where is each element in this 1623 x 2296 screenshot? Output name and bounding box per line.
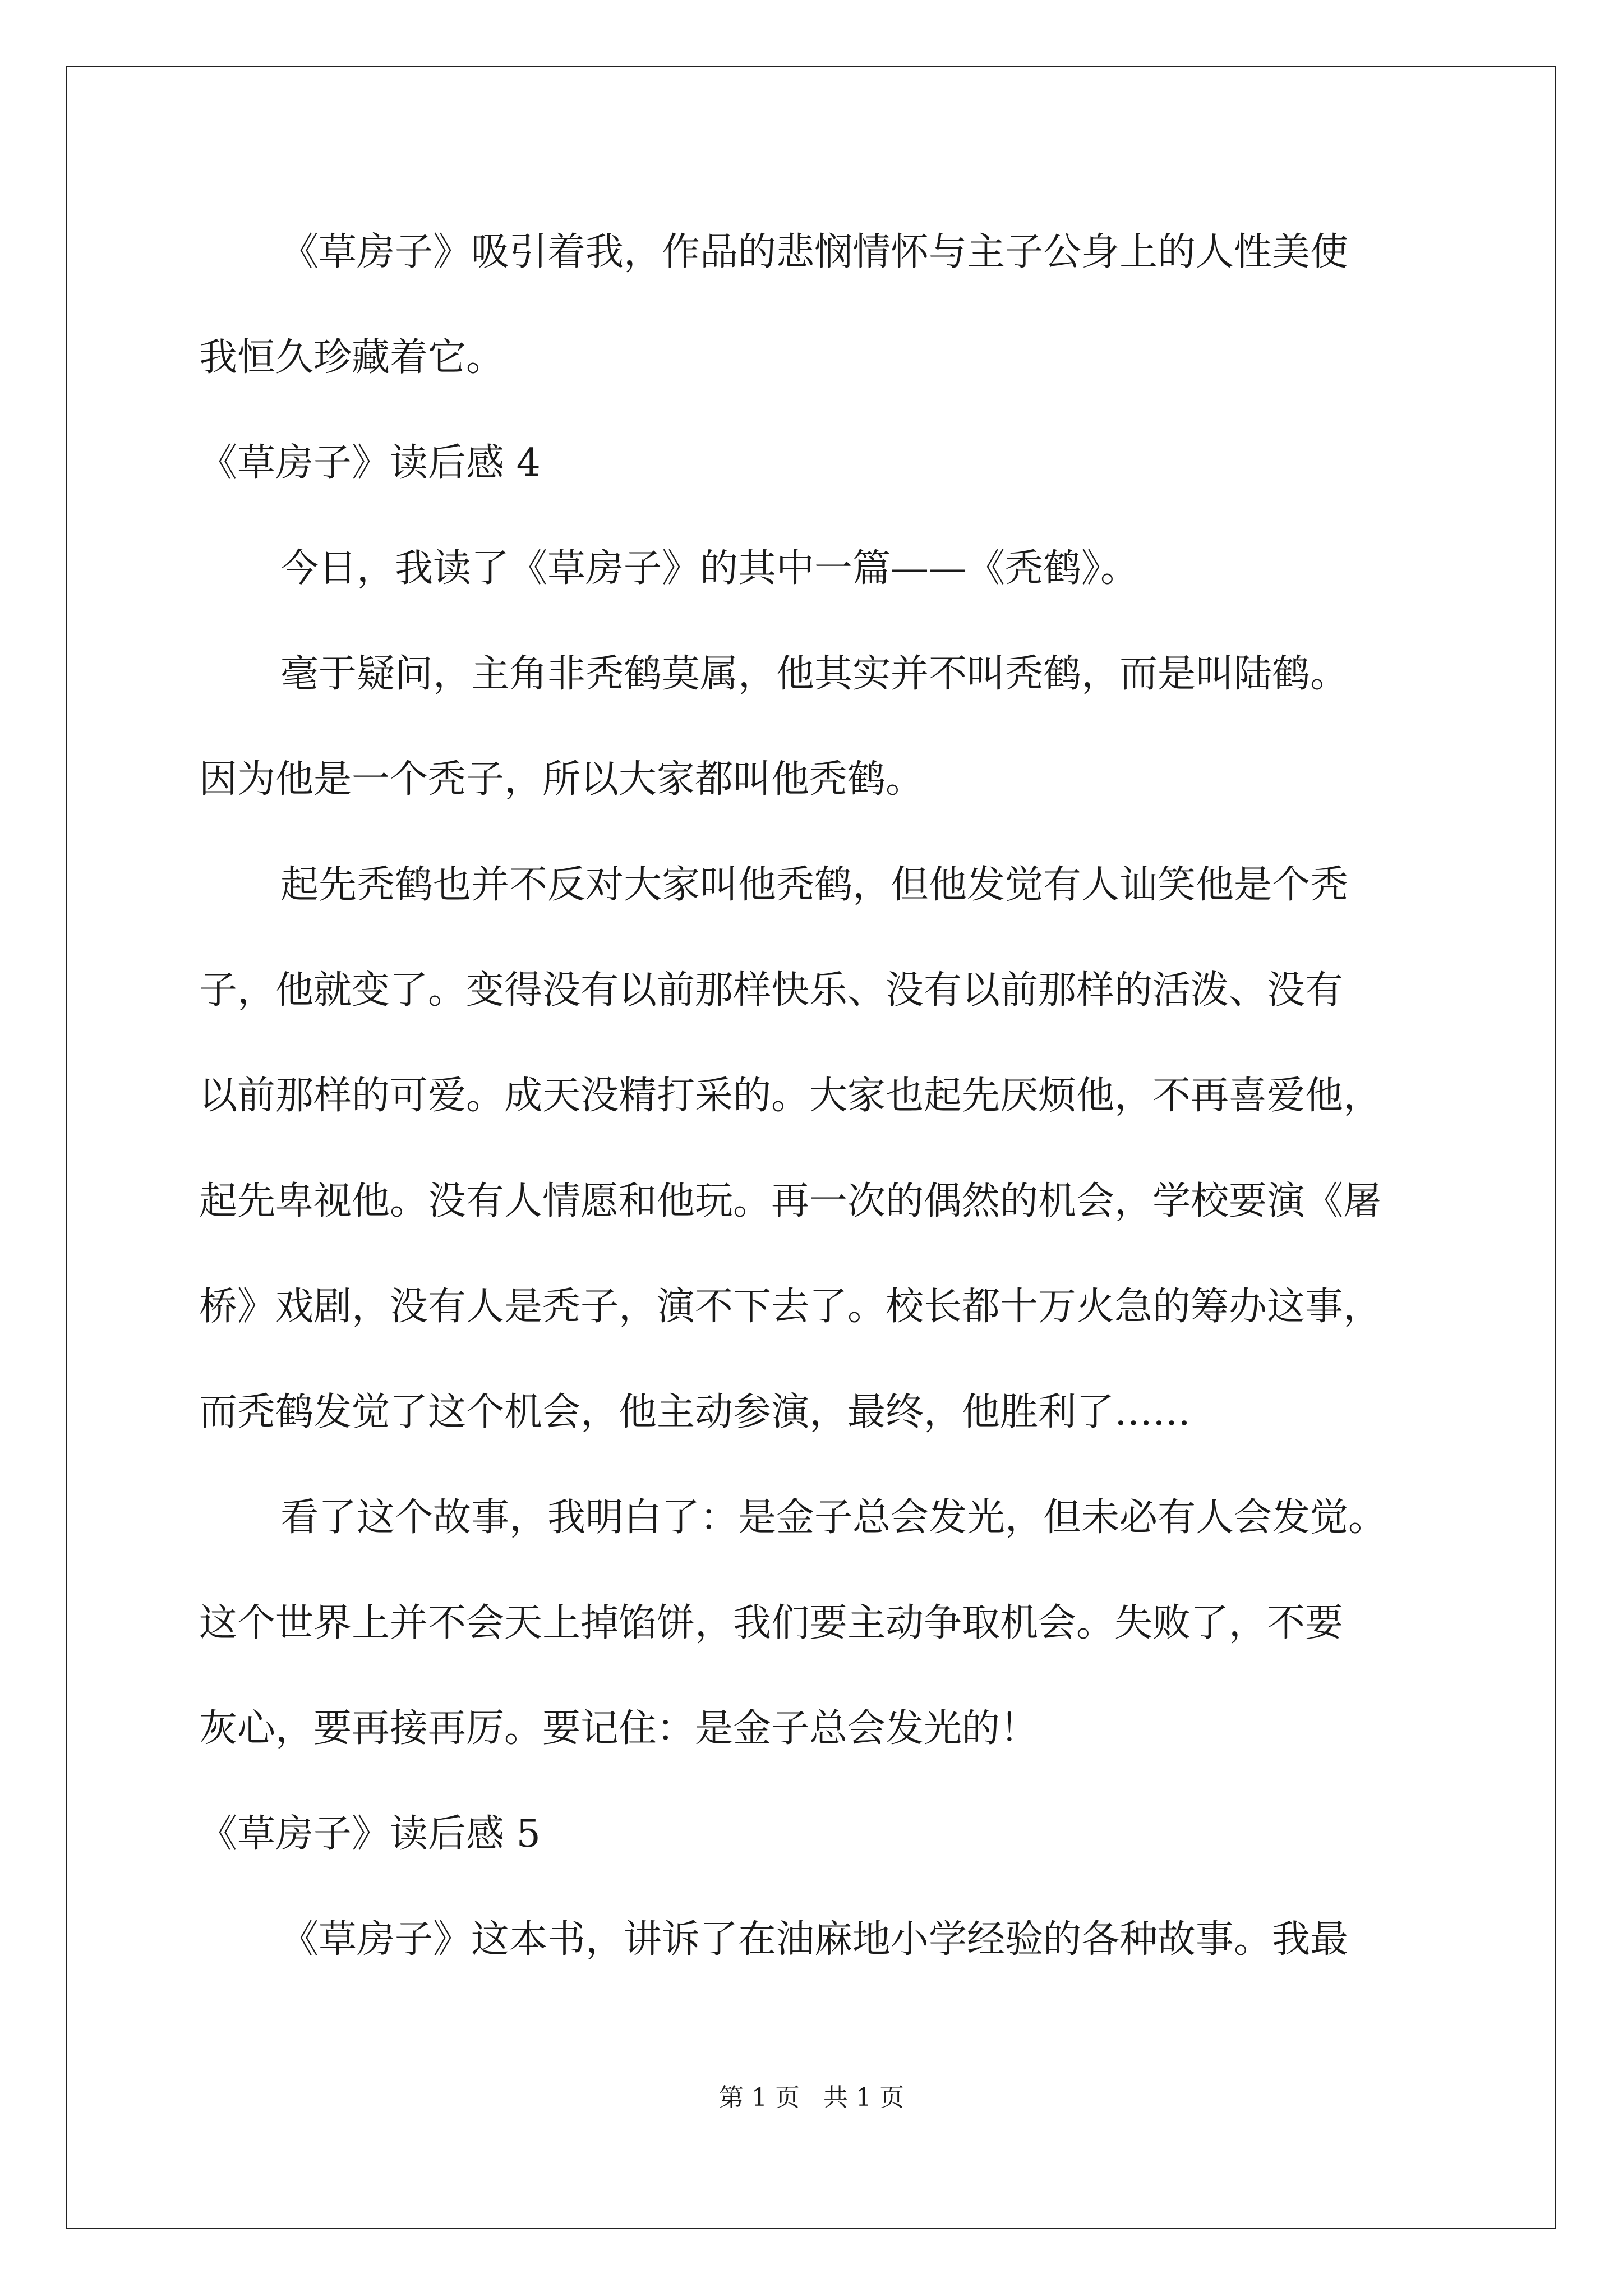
page-total: 共 1 页: [823, 2083, 904, 2112]
body-line: 起先卑视他。没有人情愿和他玩。再一次的偶然的机会，学校要演《屠: [199, 1179, 1382, 1223]
body-line: 起先秃鹤也并不反对大家叫他秃鹤，但他发觉有人讪笑他是个秃: [280, 863, 1349, 907]
body-line: 《草房子》吸引着我，作品的悲悯情怀与主子公身上的人性美使: [280, 230, 1349, 274]
body-line: 《草房子》这本书，讲诉了在油麻地小学经验的各种故事。我最: [280, 1917, 1349, 1962]
section-heading: 《草房子》读后感 5: [199, 1812, 541, 1856]
body-line: 子，他就变了。变得没有以前那样快乐、没有以前那样的活泼、没有: [199, 968, 1344, 1013]
body-line: 今日，我读了《草房子》的其中一篇——《秃鹤》。: [280, 546, 1139, 591]
body-line: 我恒久珍藏着它。: [199, 335, 505, 380]
body-line: 而秃鹤发觉了这个机会，他主动参演，最终，他胜利了……: [199, 1390, 1191, 1434]
page-footer: [0, 2081, 1623, 2115]
body-line: 这个世界上并不会天上掉馅饼，我们要主动争取机会。失败了，不要: [199, 1601, 1344, 1645]
body-line: 桥》戏剧，没有人是秃子，演不下去了。校长都十万火急的筹办这事，: [199, 1285, 1382, 1329]
body-line: 看了这个故事，我明白了：是金子总会发光，但未必有人会发觉。: [280, 1496, 1387, 1540]
body-line: 以前那样的可爱。成天没精打采的。大家也起先厌烦他，不再喜爱他，: [199, 1074, 1382, 1118]
body-line: 因为他是一个秃子，所以大家都叫他秃鹤。: [199, 757, 924, 802]
body-line: 毫于疑问，主角非秃鹤莫属，他其实并不叫秃鹤，而是叫陆鹤。: [280, 652, 1349, 696]
page-frame: [66, 66, 1556, 2229]
body-line: 灰心，要再接再厉。要记住：是金子总会发光的！: [199, 1706, 1039, 1751]
page-number: 第 1 页: [719, 2083, 800, 2112]
section-heading: 《草房子》读后感 4: [199, 441, 541, 485]
